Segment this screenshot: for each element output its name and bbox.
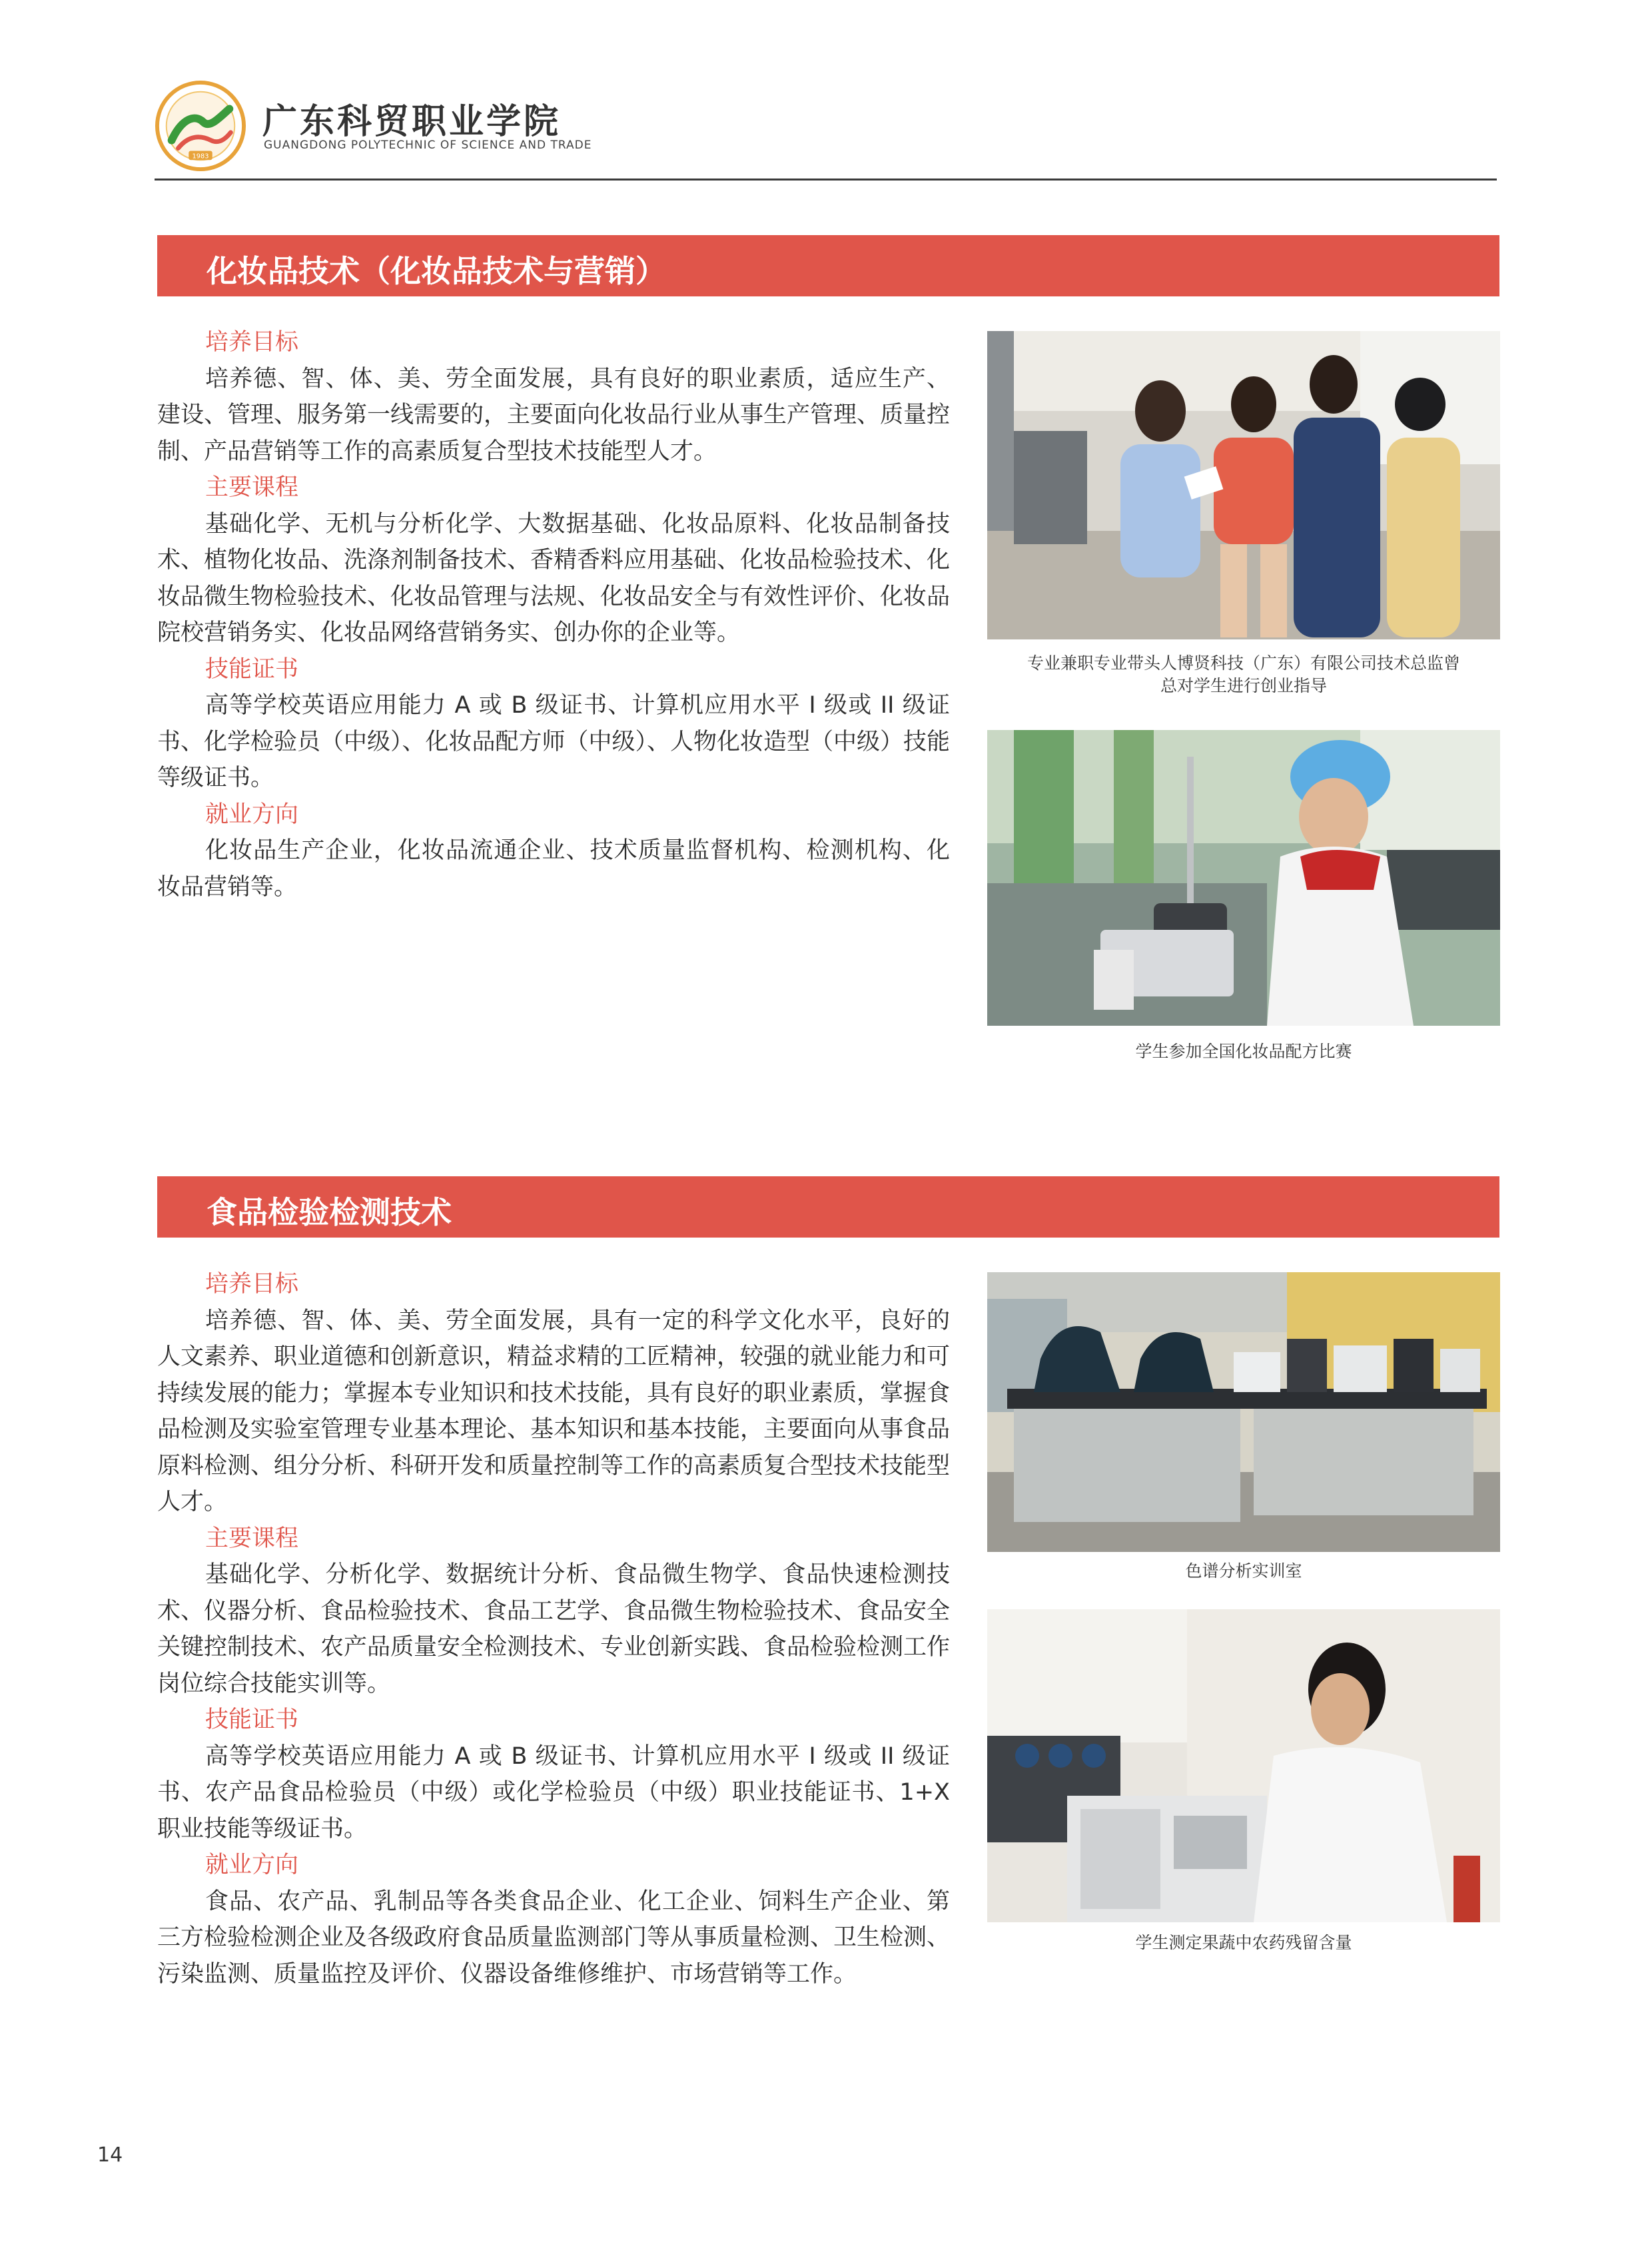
caption-line: 总对学生进行创业指导 bbox=[1160, 676, 1327, 695]
photo-caption bbox=[987, 1040, 1500, 1063]
logo-year: 1983 bbox=[192, 153, 209, 161]
school-name-en: GUANGDONG POLYTECHNIC OF SCIENCE AND TRADE bbox=[264, 139, 592, 152]
sub-heading: 技能证书 bbox=[205, 655, 299, 683]
sub-heading: 就业方向 bbox=[205, 801, 299, 828]
section-title: 化妆品技术（化妆品技术与营销） bbox=[206, 253, 666, 289]
section-title: 食品检验检测技术 bbox=[206, 1194, 452, 1230]
page-header bbox=[155, 75, 1497, 181]
paragraph: 基础化学、无机与分析化学、大数据基础、化妆品原料、化妆品制备技术、植物化妆品、洗涤剂制备技术、香精香料应用基础、化妆品检验技术、化妆品微生物检验技术、化妆品管理与法规、化妆品安全与有效性评价、化妆品院校营销务实、化妆品网络营销务实、创办你的企业等。 bbox=[157, 510, 951, 646]
section-text-food-testing bbox=[157, 1266, 950, 1992]
sub-heading: 培养目标 bbox=[205, 329, 299, 356]
photo-chromatography-lab bbox=[987, 1272, 1500, 1552]
sub-heading: 技能证书 bbox=[205, 1706, 299, 1733]
photo-caption bbox=[987, 1560, 1500, 1583]
paragraph: 化妆品生产企业，化妆品流通企业、技术质量监督机构、检测机构、化妆品营销等。 bbox=[157, 837, 950, 901]
header-divider bbox=[155, 179, 1497, 181]
section-banner-cosmetics bbox=[157, 235, 1499, 296]
sub-heading: 就业方向 bbox=[205, 1852, 299, 1878]
caption-line: 学生测定果蔬中农药残留含量 bbox=[1135, 1933, 1352, 1952]
sub-heading: 主要课程 bbox=[205, 1525, 299, 1552]
photo-mentoring bbox=[987, 331, 1500, 639]
caption-line: 色谱分析实训室 bbox=[1185, 1561, 1302, 1581]
school-logo-icon bbox=[155, 80, 246, 172]
caption-line: 专业兼职专业带头人博贤科技（广东）有限公司技术总监曾 bbox=[1027, 653, 1460, 673]
school-name-cn: 广东科贸职业学院 bbox=[262, 102, 562, 142]
caption-line: 学生参加全国化妆品配方比赛 bbox=[1135, 1042, 1352, 1061]
page-number: 14 bbox=[97, 2143, 123, 2167]
photo-formulation-contest bbox=[987, 730, 1500, 1026]
sub-heading: 主要课程 bbox=[205, 474, 299, 501]
paragraph: 高等学校英语应用能力 A 或 B 级证书、计算机应用水平 I 级或 II 级证书、化学检验员（中级）、化妆品配方师（中级）、人物化妆造型（中级）技能等级证书。 bbox=[157, 692, 951, 791]
photo-pesticide-testing bbox=[987, 1609, 1500, 1922]
paragraph: 食品、农产品、乳制品等各类食品企业、化工企业、饲料生产企业、第三方检验检测企业及各级政府食品质量监测部门等从事质量检测、卫生检测、污染监测、质量监控及评价、仪器设备维修维护、市场营销等工作。 bbox=[157, 1888, 951, 1988]
photo-caption bbox=[987, 652, 1500, 697]
paragraph: 培养德、智、体、美、劳全面发展，具有一定的科学文化水平，良好的人文素养、职业道德和创新意识，精益求精的工匠精神，较强的就业能力和可持续发展的能力；掌握本专业知识和技术技能，具有良好的职业素质，掌握食品检测及实验室管理专业基本理论、基本知识和基本技能，主要面向从事食品原料检测、组分分析、科研开发和质量控制等工作的高素质复合型技术技能型人才。 bbox=[157, 1307, 951, 1515]
photo-caption bbox=[987, 1932, 1500, 1954]
section-text-cosmetics bbox=[157, 324, 950, 905]
paragraph: 培养德、智、体、美、劳全面发展，具有良好的职业素质，适应生产、建设、管理、服务第一线需要的，主要面向化妆品行业从事生产管理、质量控制、产品营销等工作的高素质复合型技术技能型人才。 bbox=[157, 365, 951, 465]
section-banner-food-testing bbox=[157, 1176, 1499, 1238]
sub-heading: 培养目标 bbox=[205, 1271, 299, 1298]
paragraph: 基础化学、分析化学、数据统计分析、食品微生物学、食品快速检测技术、仪器分析、食品检验技术、食品工艺学、食品微生物检验技术、食品安全关键控制技术、农产品质量安全检测技术、专业创新实践、食品检验检测工作岗位综合技能实训等。 bbox=[157, 1561, 951, 1697]
paragraph: 高等学校英语应用能力 A 或 B 级证书、计算机应用水平 I 级或 II 级证书、农产品食品检验员（中级）或化学检验员（中级）职业技能证书、1+X 职业技能等级证书。 bbox=[157, 1742, 950, 1842]
